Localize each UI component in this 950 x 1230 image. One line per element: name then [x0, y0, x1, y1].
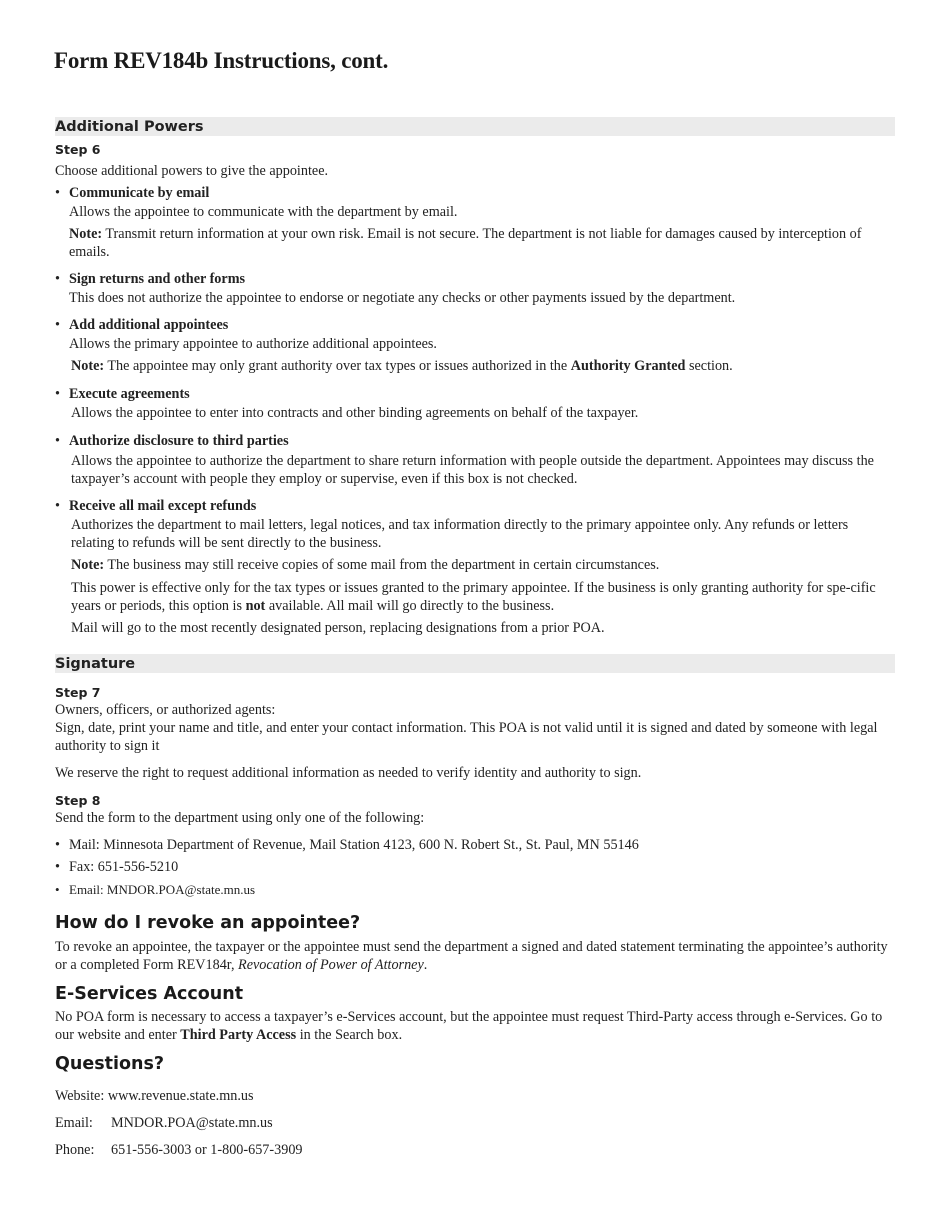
bullet-icon: • [55, 386, 60, 402]
revoke-text: To revoke an appointee, the taxpayer or the appointee must send the department a signed and dated statement terminating the appointee’s authority or a completed Form REV184r, Revocation of Power of Attorney. [55, 939, 888, 973]
send-option-fax: • Fax: 651-556-5210 [55, 859, 179, 875]
power-disclose-desc: Allows the appointee to authorize the department to share return information with people outside the department. Appointees may discuss the taxpayer’s account with people they employ or supervise, even if this box is not checked. [71, 453, 874, 487]
revoke-heading: How do I revoke an appointee? [55, 913, 361, 933]
power-mail-label: Receive all mail except refunds [69, 498, 257, 514]
eservices-text: No POA form is necessary to access a taxpayer’s e-Services account, but the appointee must request Third-Party access through e-Services. Go to our website and enter Third Party Access in the Search box. [55, 1009, 883, 1043]
page-title: Form REV184b Instructions, cont. [54, 48, 389, 73]
bullet-icon: • [55, 317, 60, 333]
contact-email: Email: MNDOR.POA@state.mn.us [55, 1115, 273, 1131]
power-add-note: Note: The appointee may only grant authority over tax types or issues authorized in the Authority Granted section. [71, 358, 733, 374]
step-8-label: Step 8 [55, 793, 101, 808]
power-execute-desc: Allows the appointee to enter into contracts and other binding agreements on behalf of the taxpayer. [71, 405, 639, 421]
signature-instructions: Sign, date, print your name and title, and enter your contact information. This POA is not valid until it is signed and dated by someone with legal authority to sign it [55, 720, 878, 754]
power-disclose-label: Authorize disclosure to third parties [69, 433, 289, 449]
power-sign-label: Sign returns and other forms [69, 271, 246, 287]
power-add-item [55, 316, 228, 334]
power-sign-item [55, 270, 245, 288]
section-heading-signature: Signature [55, 654, 895, 673]
power-email-desc: Allows the appointee to communicate with the department by email. [69, 204, 458, 220]
bullet-icon: • [55, 498, 60, 514]
send-option-mail: • Mail: Minnesota Department of Revenue, Mail Station 4123, 600 N. Robert St., St. Paul, MN 55146 [55, 837, 639, 853]
power-email-item [55, 184, 209, 202]
bullet-icon: • [55, 837, 60, 853]
contact-website: Website: www.revenue.state.mn.us [55, 1088, 254, 1104]
bullet-icon: • [55, 859, 60, 875]
send-option-email: • Email: MNDOR.POA@state.mn.us [55, 882, 256, 897]
step-6-label: Step 6 [55, 142, 101, 157]
power-execute-label: Execute agreements [69, 386, 190, 402]
contact-phone: Phone: 651-556-3003 or 1-800-657-3909 [55, 1142, 303, 1158]
signature-reserve: We reserve the right to request additional information as needed to verify identity and authority to sign. [55, 765, 642, 781]
power-mail-desc: Authorizes the department to mail letters, legal notices, and tax information directly to the primary appointee only. Any refunds or letters relating to refunds will be sent directly to the business. [71, 517, 849, 551]
send-intro: Send the form to the department using only one of the following: [55, 810, 425, 826]
eservices-heading: E-Services Account [55, 984, 244, 1004]
questions-heading: Questions? [55, 1054, 165, 1074]
power-mail-designation: Mail will go to the most recently designated person, replacing designations from a prior POA. [71, 620, 605, 636]
power-email-note: Note: Transmit return information at your own risk. Email is not secure. The department is not liable for damages caused by interception of emails. [69, 226, 862, 260]
step-7-label: Step 7 [55, 685, 101, 700]
power-mail-note: Note: The business may still receive copies of some mail from the department in certain circumstances. [71, 557, 660, 573]
power-execute-item [55, 385, 190, 403]
power-mail-scope: This power is effective only for the tax types or issues granted to the primary appointee. If the business is only granting authority for spe-cific years or periods, this option is not available. All mail will go directly to the business. [71, 580, 876, 614]
power-disclose-item [55, 432, 289, 450]
power-email-label: Communicate by email [69, 185, 210, 201]
additional-intro: Choose additional powers to give the appointee. [55, 163, 329, 179]
bullet-icon: • [55, 271, 60, 287]
bullet-icon: • [55, 882, 60, 897]
power-add-label: Add additional appointees [69, 317, 229, 333]
power-add-desc: Allows the primary appointee to authorize additional appointees. [69, 336, 437, 352]
power-sign-desc: This does not authorize the appointee to endorse or negotiate any checks or other payments issued by the department. [69, 290, 736, 306]
section-heading-additional-powers: Additional Powers [55, 117, 895, 136]
bullet-icon: • [55, 185, 60, 201]
power-mail-item [55, 497, 256, 515]
signature-who: Owners, officers, or authorized agents: [55, 702, 276, 718]
bullet-icon: • [55, 433, 60, 449]
